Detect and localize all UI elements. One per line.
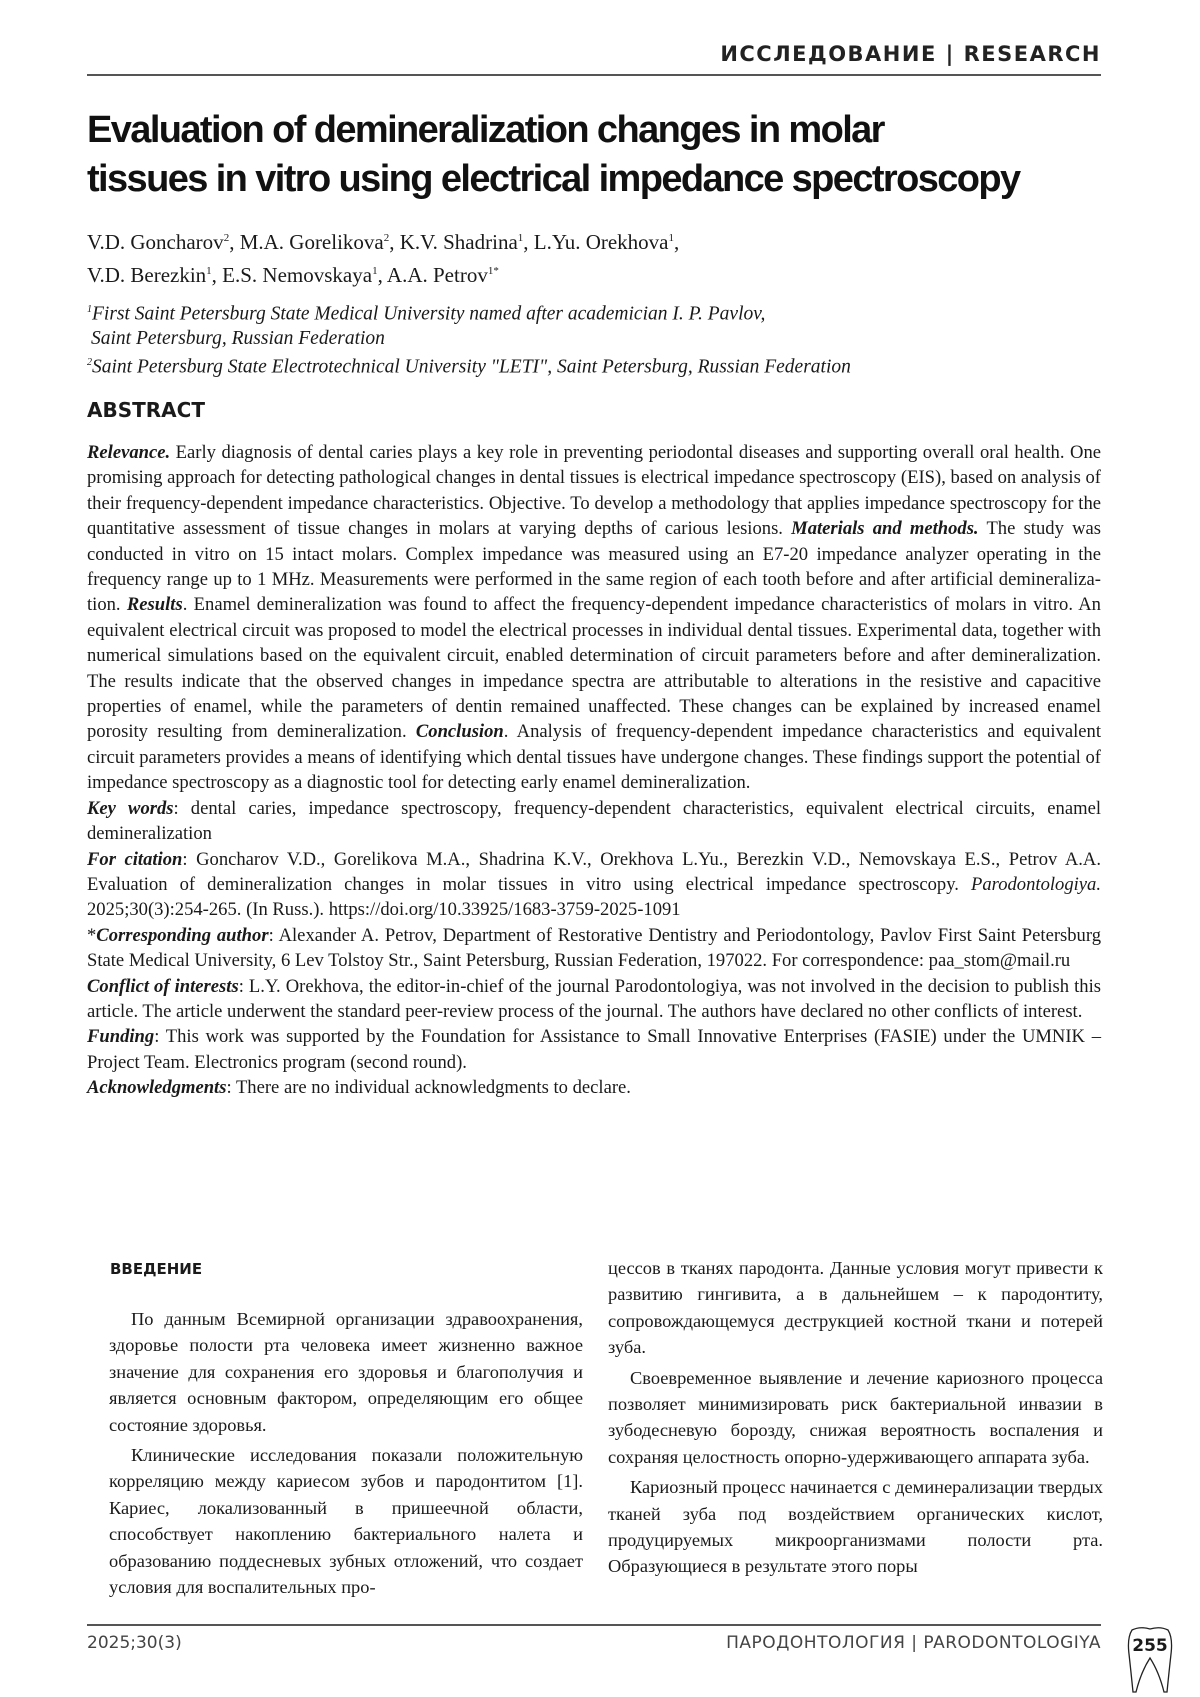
article-title (87, 106, 1137, 204)
issue-number: 2025;30(3) (87, 1633, 182, 1653)
section-header: ИССЛЕДОВАНИЕ | RESEARCH (720, 42, 1101, 66)
page-number: 255 (1126, 1636, 1174, 1656)
journal-name: ПАРОДОНТОЛОГИЯ | PARODONTOLOGIYA (726, 1633, 1101, 1653)
keywords: Key words: dental caries, impedance spectroscopy, frequency-dependent characteristics, equivalent electrical cir­cuits, enamel demineralization (87, 796, 1101, 847)
doi-link[interactable]: 2025;30(3):254-265. (In Russ.). https://doi.org/10.33925/1683-3759-2025-1091 (87, 899, 681, 920)
intro-right-column (608, 1255, 1103, 1580)
paragraph: По данным Всемирной организации здравоохра­нения, здоровье полости рта человека имеет жиз­ненно важное значение для сохранения его здоро­вья и благополучия и является основным фактором, определяющим его общее состояние здоровья. (109, 1306, 583, 1438)
intro-heading: ВВЕДЕНИЕ (110, 1260, 202, 1278)
footer-rule (87, 1624, 1101, 1626)
author: V.D. Goncharov2, (87, 230, 240, 254)
corresponding-author: *Corresponding author: Alexander A. Petrov, Department of Restorative Dentistry and Periodontology, Pavlov First Saint Petersburg State Medical University, 6 Lev Tolstoy Str., Saint Petersburg, Russian Federation, 197022. For cor­respondence: paa_stom@mail.ru (87, 923, 1101, 974)
author: K.V. Shadrina1, (400, 230, 534, 254)
funding: Funding: This work was supported by the Foundation for Assistance to Small Innovative Enterprises (FASIE) under the UMNIK – Project Team. Electronics program (second round). (87, 1024, 1101, 1075)
title-line: Evaluation of demineralization changes in molar (87, 106, 1137, 155)
author-list (87, 224, 1101, 290)
abstract-body (87, 440, 1101, 1101)
abstract-summary: Relevance. Early diagnosis of dental caries plays a key role in preventing periodontal diseases and supporting over­all oral health. One promising approach for detecting pathological changes in dental tissues is electrical imped­ance spectroscopy (EIS), based on analysis of their frequency-dependent impedance characteristics. Objective. To develop a methodology that applies impedance spectroscopy for the quantitative assessment of tissue changes in molars at varying depths of carious lesions. Materials and methods. The study was conducted in vitro on 15 intact molars. Complex impedance was measured using an E7-20 impedance analyzer operating in the frequency range up to 1 MHz. Measurements were performed in the same region of each tooth before and after artificial demineraliza­tion. Results. Enamel demineralization was found to affect the frequency-dependent impedance characteristics of molars in vitro. An equivalent electrical circuit was proposed to model the electrical processes in individual dental tissues. Experimental data, together with numerical simulations based on the equivalent circuit, enabled deter­mination of circuit parameters before and after demineralization. The results indicate that the observed changes in impedance spectra are attributable to alterations in the resistive and capacitive properties of enamel, while the parameters of dentin remained unaffected. These changes can be explained by increased enamel porosity resulting from demineralization. Conclusion. Analysis of frequency-dependent impedance characteristics and equivalent circuit parameters provides a means of identifying which dental tissues have undergone changes. These findings support the potential of impedance spectroscopy as a diagnostic tool for detecting early enamel demineralization. (87, 440, 1101, 796)
author: E.S. Nemovskaya1, (222, 263, 387, 287)
intro-left-column (109, 1306, 583, 1600)
paragraph: Кариозный процесс начинается с деминерализа­ции твердых тканей зуба под воздействием органи­ческих кислот, продуцируемых микроорганизмами полости рта. Образующиеся в результате этого поры (608, 1474, 1103, 1580)
paragraph: Клинические исследования показали положитель­ную корреляцию между кариесом зубов и пародон­титом [1]. Кариес, локализованный в пришеечной области, способствует накоплению бактериального налета и образованию поддесневых зубных отложе­ний, что создает условия для воспалительных про- (109, 1442, 583, 1600)
affiliation: 1First Saint Petersburg State Medical University named after academician I. P. Pavlov, (87, 298, 1101, 327)
author: L.Yu. Orekhova1, (534, 230, 679, 254)
tooth-icon (1126, 1624, 1174, 1694)
affiliations (87, 298, 1101, 379)
header-rule (87, 74, 1101, 76)
author: V.D. Berezkin1, (87, 263, 222, 287)
paragraph: цессов в тканях пародонта. Данные условия могут привести к развитию гингивита, а в дальнейшем – к пародонтиту, сопровождающемуся деструкцией костной ткани и потерей зуба. (608, 1255, 1103, 1361)
citation: For citation: Goncharov V.D., Gorelikova M.A., Shadrina K.V., Orekhova L.Yu., Berezkin V.D., Nemovskaya E.S., Petrov A.A. Evaluation of demineralization changes in molar tissues in vitro using electrical impedance spectros­copy. Parodontologiya. 2025;30(3):254-265. (In Russ.). https://doi.org/10.33925/1683-3759-2025-1091 (87, 847, 1101, 923)
author: M.A. Gorelikova2, (240, 230, 400, 254)
affiliation-cont: Saint Petersburg, Russian Federation (87, 327, 1101, 351)
affiliation: 2Saint Petersburg State Electrotechnical University "LETI", Saint Petersburg, Russian Federation (87, 351, 1101, 380)
author: A.A. Petrov1* (387, 263, 499, 287)
acknowledgments: Acknowledgments: There are no individual acknowledgments to declare. (87, 1075, 1101, 1100)
abstract-heading: ABSTRACT (87, 398, 205, 422)
conflict-of-interests: Conflict of interests: L.Y. Orekhova, the editor-in-chief of the journal Parodontologiya, was not involved in the deci­sion to publish this article. The article underwent the standard peer-review process of the journal. The authors have declared no other conflicts of interest. (87, 974, 1101, 1025)
title-line: tissues in vitro using electrical impedance spectroscopy (87, 155, 1137, 204)
paragraph: Своевременное выявление и лечение кариозного процесса позволяет минимизировать риск бактери­альной инвазии в зубодесневую борозду, снижая ве­роятность воспаления и сохраняя целостность опор­но-удерживающего аппарата зуба. (608, 1365, 1103, 1471)
